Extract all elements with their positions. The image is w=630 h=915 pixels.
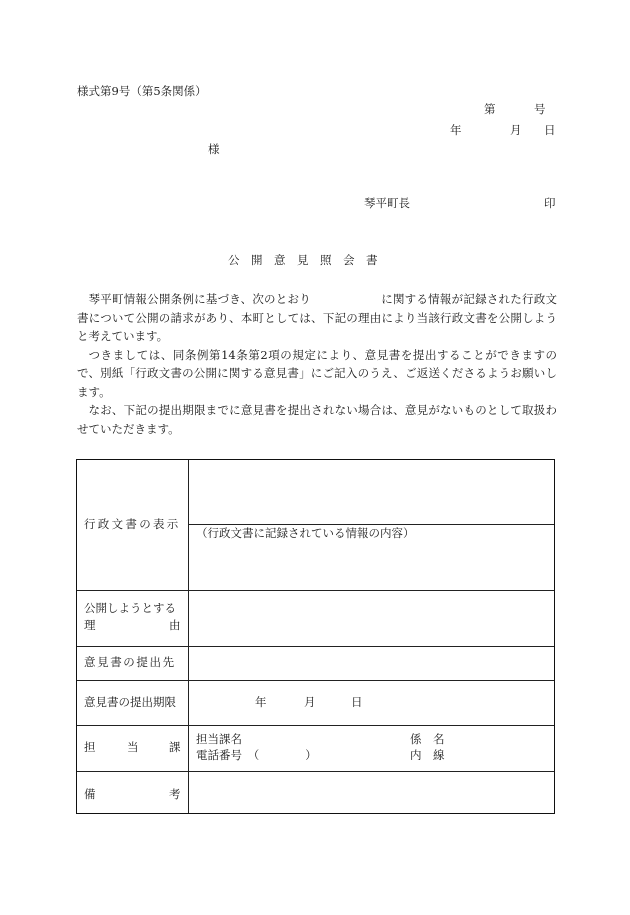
- issuer-name: 琴平町長: [364, 196, 410, 210]
- deadline-year: 年: [255, 695, 267, 709]
- remarks-label-bi: 備: [84, 787, 96, 801]
- paragraph-3: なお、下記の提出期限までに意見書を提出されない場合は、意見がないものとして取扱わせていただきます。: [77, 403, 557, 436]
- date-year: 年: [450, 123, 462, 137]
- reason-label-ri: 理: [84, 618, 96, 632]
- doc-content-label: （行政文書に記録されている情報の内容）: [196, 526, 415, 540]
- dept-extension: 内 線: [410, 748, 445, 762]
- dept-label-ka: 課: [169, 740, 181, 754]
- row-divider: [77, 725, 554, 726]
- document-number-dai: 第: [484, 102, 496, 116]
- deadline-day: 日: [351, 695, 363, 709]
- dept-label-tou: 当: [127, 740, 139, 754]
- doc-label: 行政文書の表示: [84, 517, 181, 531]
- deadline-label: 意見書の提出期限: [84, 695, 176, 709]
- dept-section-name: 担当課名: [196, 732, 242, 746]
- reason-label-yu: 由: [169, 618, 181, 632]
- date-day: 日: [544, 123, 556, 137]
- destination-label: 意見書の提出先: [84, 655, 176, 669]
- paragraph-1-before: 琴平町情報公開条例に基づき、次のとおり: [88, 292, 311, 306]
- paragraph-1: [77, 290, 557, 346]
- deadline-month: 月: [304, 695, 316, 709]
- seal-mark: 印: [544, 196, 556, 210]
- row-divider: [77, 646, 554, 647]
- dept-staff-name: 係 名: [410, 732, 445, 746]
- reason-label-line1: 公開しようとする: [84, 601, 176, 615]
- date-month: 月: [510, 123, 522, 137]
- inquiry-table: [76, 459, 555, 814]
- remarks-label-kou: 考: [169, 787, 181, 801]
- row-divider: [77, 590, 554, 591]
- column-divider: [188, 460, 189, 813]
- row-divider: [77, 680, 554, 681]
- dept-phone: 電話番号 （ ）: [196, 748, 317, 762]
- form-number: 様式第9号（第5条関係）: [77, 84, 207, 98]
- body-text: [77, 290, 557, 438]
- paragraph-2: つきましては、同条例第14条第2項の規定により、意見書を提出することができますので、別紙「行政文書の公開に関する意見書」にご記入のうえ、ご返送くださるようお願いします。: [77, 347, 557, 399]
- document-title: 公 開 意 見 照 会 書: [228, 253, 378, 267]
- addressee-sama: 様: [208, 142, 220, 156]
- dept-label-tan: 担: [84, 740, 96, 754]
- row-divider-doc-inner: [188, 524, 554, 525]
- document-number-go: 号: [534, 102, 546, 116]
- row-divider: [77, 771, 554, 772]
- paragraph-1-after: に関する情報が記録された行政文書について公開の請求があり、本町としては、下記の理由により当該行政文書を公開しようと考えています。: [77, 292, 557, 343]
